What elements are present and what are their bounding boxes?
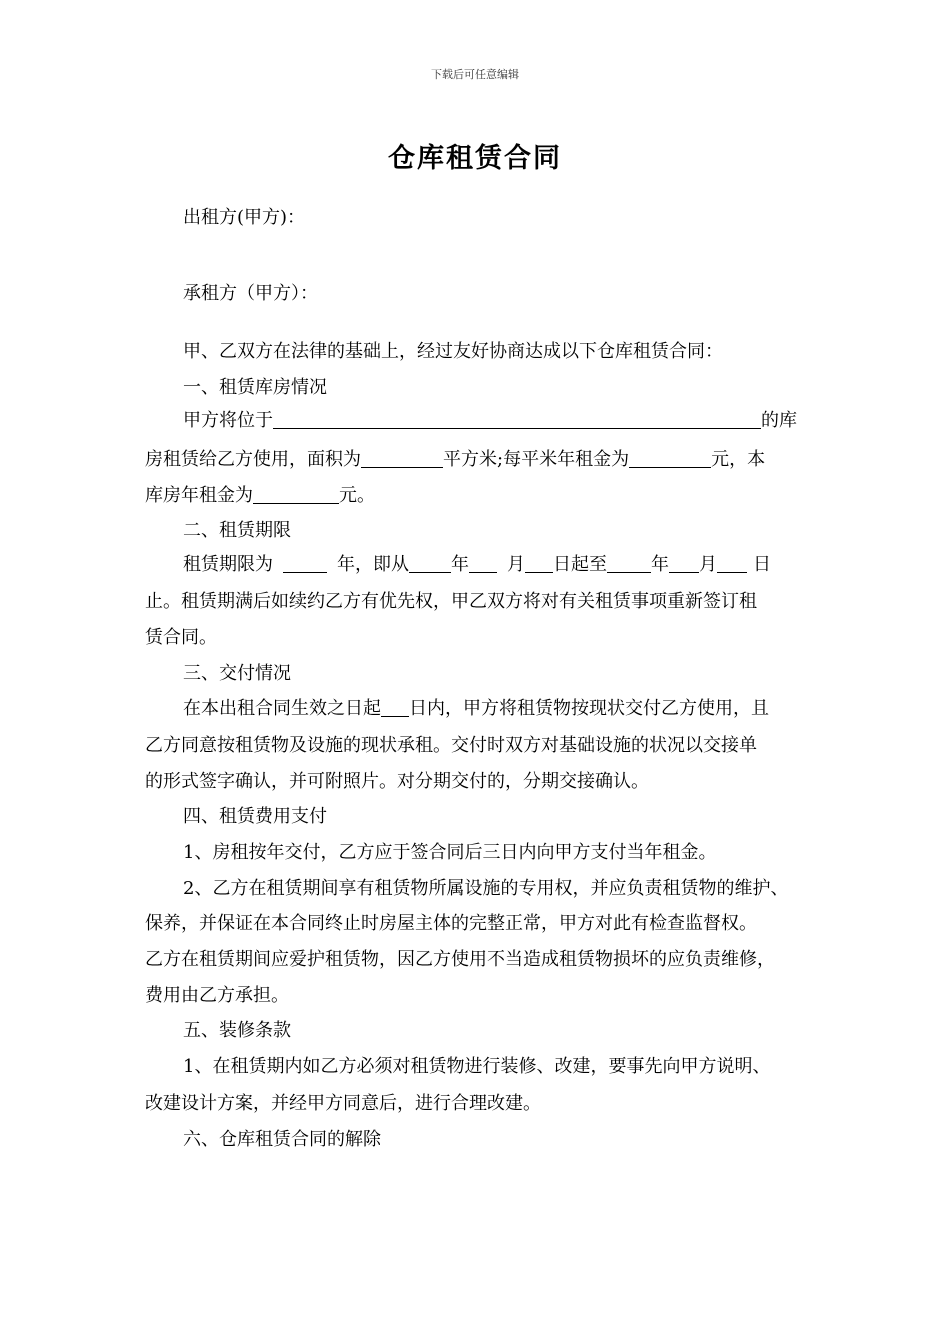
section-2-line-1	[183, 554, 771, 576]
end-year-blank	[607, 554, 651, 573]
location-blank	[273, 410, 761, 429]
section-5-clause-1-line-2: 改建设计方案，并经甲方同意后，进行合理改建。	[145, 1093, 541, 1114]
term-years-blank	[283, 554, 327, 573]
text: 日内，甲方将租赁物按现状交付乙方使用，且	[409, 698, 769, 719]
lessor-line: 出租方(甲方)：	[183, 207, 306, 228]
section-5-heading: 五、装修条款	[183, 1020, 291, 1041]
document-title: 仓库租赁合同	[388, 143, 562, 174]
section-4-heading: 四、租赁费用支付	[183, 806, 327, 827]
text: 元。	[339, 485, 375, 506]
section-3-line-1	[183, 698, 769, 720]
section-5-clause-1-line-1: 1、在租赁期内如乙方必须对租赁物进行装修、改建，要事先向甲方说明、	[183, 1056, 771, 1077]
text: 租赁期限为	[183, 554, 273, 575]
delivery-days-blank	[381, 698, 409, 717]
section-2-line-2: 止。租赁期满后如续约乙方有优先权，甲乙双方将对有关租赁事项重新签订租	[145, 591, 757, 612]
text: 年	[651, 554, 669, 575]
section-4-clause-2-line-2: 保养，并保证在本合同终止时房屋主体的完整正常，甲方对此有检查监督权。	[145, 913, 757, 934]
text: 月	[507, 554, 525, 575]
section-2-line-3: 赁合同。	[145, 627, 217, 648]
start-year-blank	[409, 554, 451, 573]
text: 甲方将位于	[183, 410, 273, 431]
start-day-blank	[525, 554, 553, 573]
text: 库房年租金为	[145, 485, 253, 506]
section-3-line-3: 的形式签字确认，并可附照片。对分期交付的，分期交接确认。	[145, 771, 649, 792]
text: 房租赁给乙方使用，面积为	[145, 449, 361, 470]
text: 平方米;每平米年租金为	[443, 449, 630, 470]
text: 日起至	[553, 554, 607, 575]
header-note: 下载后可任意编辑	[431, 68, 519, 81]
section-3-heading: 三、交付情况	[183, 663, 291, 684]
section-6-heading: 六、仓库租赁合同的解除	[183, 1129, 381, 1150]
annual-rent-blank	[253, 485, 339, 504]
text: 日	[753, 554, 771, 575]
section-4-clause-1: 1、房租按年交付，乙方应于签合同后三日内向甲方支付当年租金。	[183, 842, 717, 863]
lessee-line: 承租方（甲方）：	[183, 283, 318, 304]
section-1-line-3	[145, 485, 375, 507]
section-4-clause-2-line-4: 费用由乙方承担。	[145, 985, 289, 1006]
section-1-line-2	[145, 449, 765, 471]
section-1-line-1	[183, 410, 797, 432]
area-blank	[361, 449, 443, 468]
section-1-heading: 一、租赁库房情况	[183, 377, 327, 398]
start-month-blank	[469, 554, 497, 573]
intro-paragraph: 甲、乙双方在法律的基础上，经过友好协商达成以下仓库租赁合同：	[183, 341, 723, 362]
text: 元，本	[711, 449, 766, 470]
end-month-blank	[669, 554, 699, 573]
section-3-line-2: 乙方同意按租赁物及设施的现状承租。交付时双方对基础设施的状况以交接单	[145, 735, 757, 756]
text: 在本出租合同生效之日起	[183, 698, 381, 719]
unit-rent-blank	[629, 449, 711, 468]
end-day-blank	[717, 554, 747, 573]
section-2-heading: 二、租赁期限	[183, 520, 291, 541]
text: 年	[451, 554, 469, 575]
text: 月	[699, 554, 717, 575]
text: 年，即从	[337, 554, 409, 575]
section-4-clause-2-line-1: 2、乙方在租赁期间享有租赁物所属设施的专用权，并应负责租赁物的维护、	[183, 878, 789, 899]
section-4-clause-2-line-3: 乙方在租赁期间应爱护租赁物，因乙方使用不当造成租赁物损坏的应负责维修，	[145, 949, 775, 970]
text: 的库	[761, 410, 797, 431]
